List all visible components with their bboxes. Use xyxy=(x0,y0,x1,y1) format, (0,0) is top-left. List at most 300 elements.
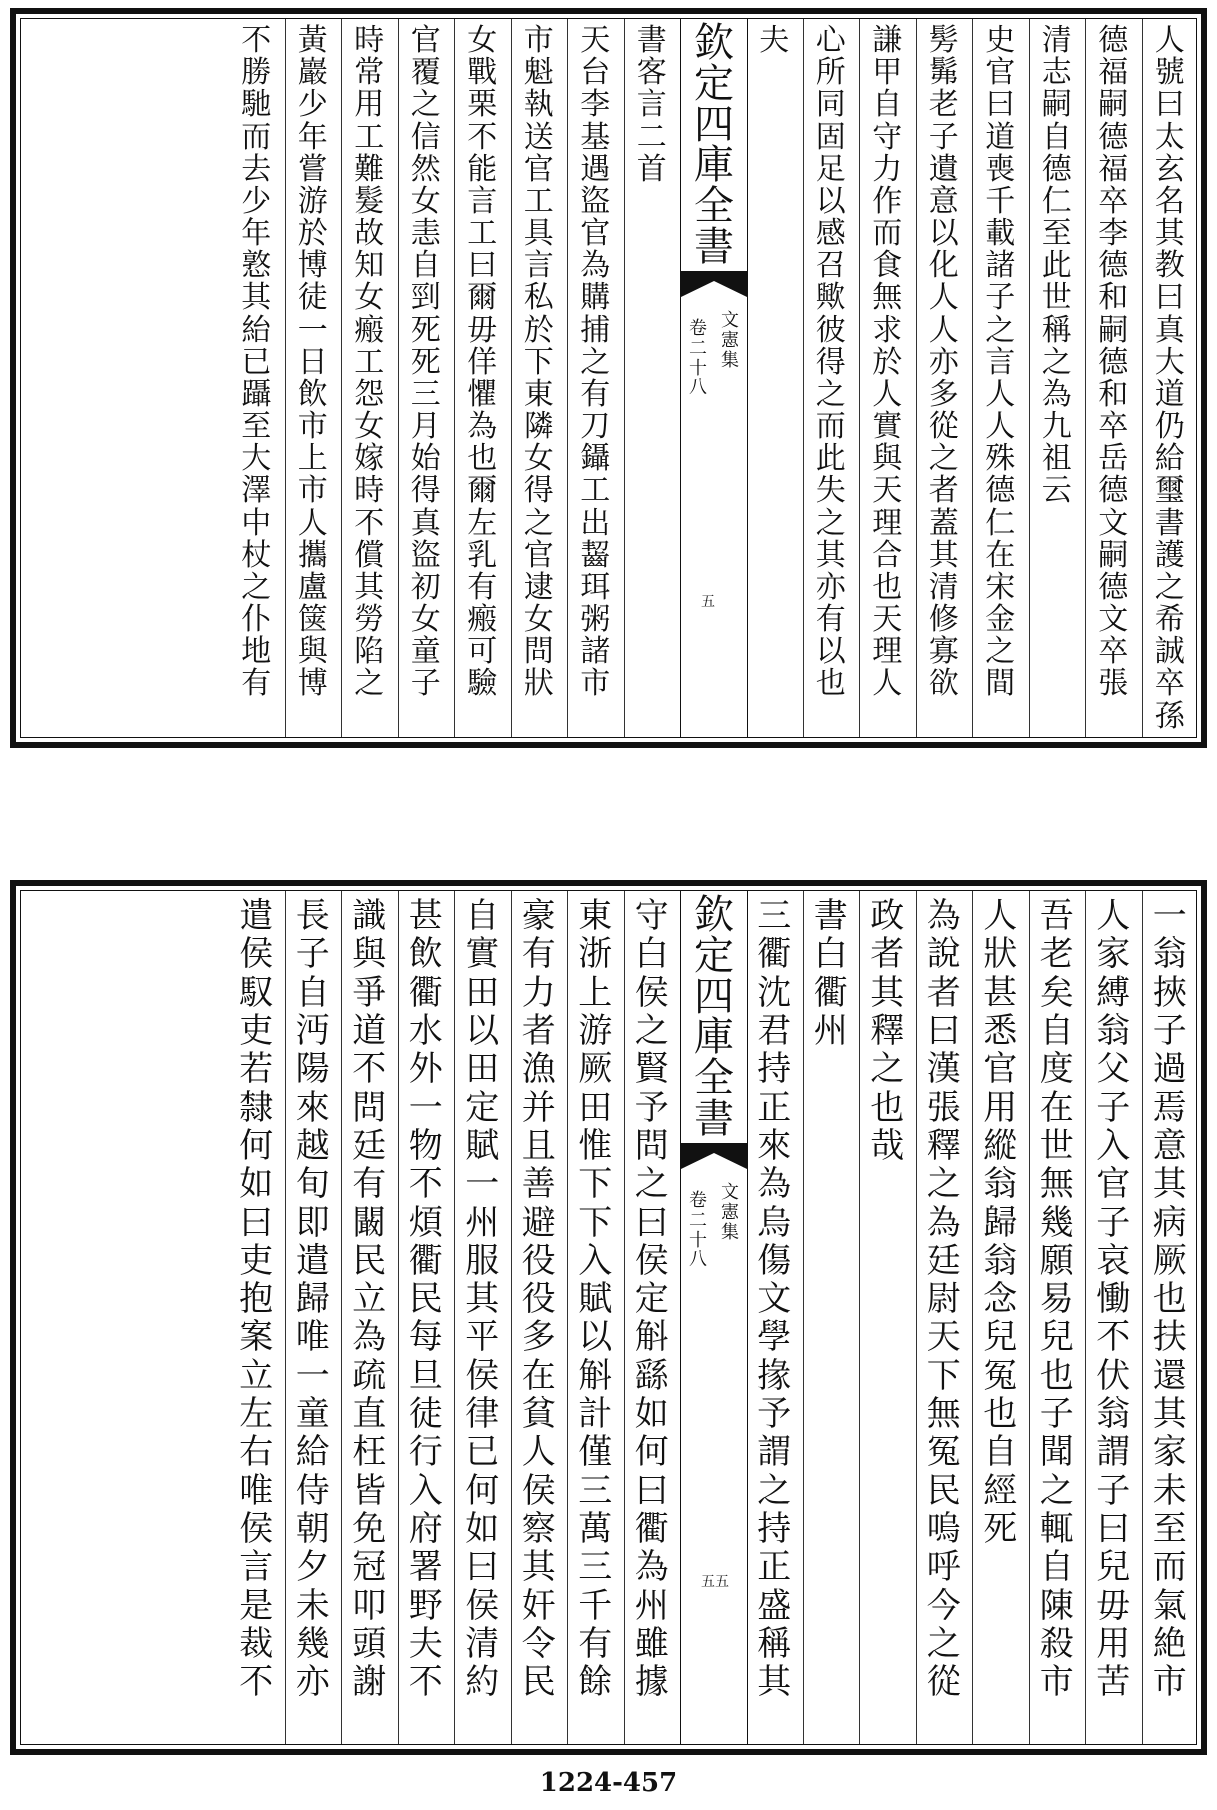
character: 謂 xyxy=(757,1432,792,1473)
character: 殺 xyxy=(1039,1623,1074,1664)
character: 官 xyxy=(1096,1164,1131,1205)
character: 仆 xyxy=(241,602,272,638)
character: 曰 xyxy=(467,248,498,284)
text-column xyxy=(746,25,803,731)
character: 多 xyxy=(928,376,959,412)
character: 裁 xyxy=(239,1623,274,1664)
character: 言 xyxy=(985,344,1016,380)
character: 左 xyxy=(239,1394,274,1435)
character: 廷 xyxy=(926,1240,961,1281)
character: 馳 xyxy=(241,87,272,123)
character: 何 xyxy=(634,1432,669,1473)
title-char: 定 xyxy=(694,932,734,979)
character: 魁 xyxy=(523,55,554,91)
character: 是 xyxy=(239,1585,274,1626)
character: 少 xyxy=(297,87,328,123)
text-column xyxy=(972,897,1029,1738)
character: 無 xyxy=(926,1394,961,1435)
character: 難 xyxy=(354,151,385,187)
character: 父 xyxy=(1096,1049,1131,1090)
title-char: 書 xyxy=(694,223,734,270)
character: 地 xyxy=(241,634,272,670)
character: 扶 xyxy=(1152,1317,1187,1358)
column-rule xyxy=(916,891,917,1744)
character: 曰 xyxy=(1096,1509,1131,1549)
text-column xyxy=(341,25,398,731)
character: 瘢 xyxy=(354,312,385,348)
character: 餘 xyxy=(578,1662,613,1703)
character: 民 xyxy=(926,1470,961,1511)
character: 翁 xyxy=(1096,1394,1131,1435)
column-rule xyxy=(624,19,625,737)
character: 者 xyxy=(870,934,905,975)
character: 髣 xyxy=(928,23,959,58)
character: 以 xyxy=(578,1317,613,1358)
character: 念 xyxy=(983,1279,1018,1320)
character: 台 xyxy=(580,55,611,91)
character: 水 xyxy=(408,1010,443,1051)
character: 璽 xyxy=(1154,473,1185,509)
column-rule xyxy=(916,19,917,737)
character: 馭 xyxy=(239,972,274,1013)
character: 問 xyxy=(352,1087,387,1128)
character: 天 xyxy=(580,23,611,58)
character: 戰 xyxy=(467,55,498,91)
character: 得 xyxy=(410,473,441,509)
column-rule xyxy=(398,19,399,737)
character: 其 xyxy=(354,569,385,605)
character: 縱 xyxy=(983,1125,1018,1166)
character: 云 xyxy=(1041,473,1072,509)
character: 遣 xyxy=(295,1240,330,1281)
character: 和 xyxy=(1098,280,1129,316)
character: 也 xyxy=(1039,1355,1074,1396)
character: 不 xyxy=(239,1662,274,1703)
character: 諸 xyxy=(580,634,611,670)
character: 童 xyxy=(410,634,441,670)
character: 田 xyxy=(578,1087,613,1128)
character: 道 xyxy=(352,1010,387,1051)
character: 信 xyxy=(410,119,441,155)
character: 令 xyxy=(521,1623,556,1664)
text-column xyxy=(228,25,285,731)
character: 家 xyxy=(1096,934,1131,975)
character: 私 xyxy=(523,280,554,316)
title-char: 全 xyxy=(694,1055,734,1102)
character: 曰 xyxy=(634,1202,669,1243)
character: 侯 xyxy=(634,1240,669,1281)
character: 千 xyxy=(985,183,1016,219)
character: 侯 xyxy=(239,1509,274,1549)
character: 史 xyxy=(985,23,1016,58)
character: 來 xyxy=(757,1125,792,1166)
character: 奸 xyxy=(521,1585,556,1626)
character: 如 xyxy=(465,1509,500,1549)
character: 問 xyxy=(523,634,554,670)
column-rule xyxy=(454,891,455,1744)
character: 嗣 xyxy=(1041,87,1072,123)
character: 民 xyxy=(408,1279,443,1320)
character: 府 xyxy=(408,1509,443,1549)
character: 大 xyxy=(241,441,272,477)
character: 曰 xyxy=(1154,280,1185,316)
character: 今 xyxy=(926,1585,961,1626)
character: 下 xyxy=(578,1164,613,1205)
character: 其 xyxy=(241,280,272,316)
collection-title xyxy=(683,20,745,270)
character: 不 xyxy=(408,1164,443,1205)
character: 役 xyxy=(521,1240,556,1281)
character: 持 xyxy=(757,1049,792,1090)
character: 釋 xyxy=(870,1010,905,1051)
character: 賢 xyxy=(634,1049,669,1090)
top-page-panel xyxy=(10,8,1207,748)
character: 冤 xyxy=(926,1432,961,1473)
text-column xyxy=(803,25,860,731)
character: 輒 xyxy=(1039,1509,1074,1549)
character: 幾 xyxy=(295,1623,330,1664)
character: 哉 xyxy=(870,1125,905,1166)
character: 之 xyxy=(926,1623,961,1664)
character: 尉 xyxy=(926,1279,961,1320)
character: 德 xyxy=(1098,569,1129,605)
character: 為 xyxy=(634,1547,669,1588)
character: 平 xyxy=(465,1317,500,1358)
title-char: 全 xyxy=(694,183,734,230)
character: 予 xyxy=(634,1087,669,1128)
character: 為 xyxy=(352,1317,387,1358)
character: 杖 xyxy=(241,537,272,573)
character: 盧 xyxy=(297,569,328,605)
column-rule xyxy=(1029,19,1030,737)
character: 為 xyxy=(926,896,961,936)
character: 至 xyxy=(241,409,272,445)
character: 衢 xyxy=(757,934,792,975)
character: 嗣 xyxy=(1098,312,1129,348)
character: 岳 xyxy=(1098,441,1129,477)
character: 幾 xyxy=(1039,1202,1074,1243)
character: 博 xyxy=(297,248,328,284)
character: 女 xyxy=(410,602,441,638)
character: 翁 xyxy=(1152,934,1187,975)
character: 旬 xyxy=(295,1164,330,1205)
character: 未 xyxy=(1152,1470,1187,1511)
character: 德 xyxy=(1041,151,1072,187)
character: 惟 xyxy=(578,1125,613,1166)
character: 時 xyxy=(354,23,385,58)
character: 若 xyxy=(239,1049,274,1090)
text-column xyxy=(398,25,455,731)
volume-label: 卷 二 十 八 xyxy=(689,1190,707,1271)
character: 人 xyxy=(297,505,328,541)
character: 闞 xyxy=(352,1202,387,1243)
character: 自 xyxy=(983,1432,1018,1473)
character: 得 xyxy=(815,344,846,380)
character: 德 xyxy=(1098,344,1129,380)
character: 正 xyxy=(757,1547,792,1588)
character: 從 xyxy=(926,1662,961,1703)
character: 衢 xyxy=(634,1509,669,1549)
character: 自 xyxy=(1041,119,1072,155)
character: 不 xyxy=(354,505,385,541)
character: 鑷 xyxy=(580,441,611,477)
character: 言 xyxy=(636,87,667,123)
character: 爾 xyxy=(467,473,498,509)
character: 剄 xyxy=(410,280,441,316)
character: 抱 xyxy=(239,1279,274,1320)
character: 正 xyxy=(757,1087,792,1128)
character: 學 xyxy=(757,1317,792,1358)
character: 子 xyxy=(1152,1010,1187,1051)
character: 也 xyxy=(467,441,498,477)
character: 力 xyxy=(521,972,556,1013)
character: 工 xyxy=(354,119,385,155)
character: 其 xyxy=(928,537,959,573)
character: 官 xyxy=(580,216,611,252)
character: 攜 xyxy=(297,537,328,573)
character: 家 xyxy=(1152,1432,1187,1473)
character: 役 xyxy=(521,1279,556,1320)
character: 煩 xyxy=(408,1202,443,1243)
character: 官 xyxy=(985,55,1016,91)
character: 曰 xyxy=(239,1202,274,1243)
text-column xyxy=(1142,23,1199,734)
character: 已 xyxy=(465,1432,500,1473)
character: 人 xyxy=(928,280,959,316)
character: 侯 xyxy=(634,972,669,1013)
character: 捕 xyxy=(580,312,611,348)
character: 悉 xyxy=(983,1010,1018,1051)
character: 實 xyxy=(872,409,903,445)
character: 之 xyxy=(815,376,846,412)
character: 賦 xyxy=(465,1125,500,1166)
text-column xyxy=(285,25,342,731)
character: 市 xyxy=(1152,1662,1187,1703)
title-char: 四 xyxy=(694,973,734,1020)
character: 修 xyxy=(928,602,959,638)
character: 已 xyxy=(241,344,272,380)
character: 為 xyxy=(467,409,498,445)
character: 出 xyxy=(580,505,611,541)
character: 之 xyxy=(580,344,611,380)
character: 用 xyxy=(1096,1623,1131,1664)
character: 州 xyxy=(813,1010,848,1051)
character: 署 xyxy=(408,1547,443,1588)
character: 斛 xyxy=(578,1355,613,1396)
character: 嗣 xyxy=(1098,87,1129,123)
character: 喪 xyxy=(985,151,1016,187)
character: 徒 xyxy=(408,1394,443,1435)
character: 李 xyxy=(580,87,611,123)
character: 少 xyxy=(241,183,272,219)
character: 有 xyxy=(578,1623,613,1664)
character: 人 xyxy=(521,1432,556,1473)
page-number-label: 五五 xyxy=(701,1574,729,1590)
column-rule xyxy=(285,891,286,1744)
character: 卒 xyxy=(1098,183,1129,219)
character: 大 xyxy=(1154,344,1185,380)
character: 縛 xyxy=(1096,972,1131,1013)
character: 載 xyxy=(985,216,1016,252)
character: 掾 xyxy=(757,1355,792,1396)
character: 之 xyxy=(757,1470,792,1511)
character: 疏 xyxy=(352,1355,387,1396)
character: 律 xyxy=(465,1394,500,1435)
character: 女 xyxy=(467,23,498,58)
character: 澤 xyxy=(241,473,272,509)
top-page-frame xyxy=(20,18,1197,738)
character: 時 xyxy=(354,473,385,509)
character: 護 xyxy=(1154,537,1185,573)
character: 夫 xyxy=(408,1623,443,1664)
text-column xyxy=(746,897,803,1738)
character: 左 xyxy=(467,505,498,541)
character: 可 xyxy=(467,634,498,670)
character: 其 xyxy=(1152,1394,1187,1435)
character: 度 xyxy=(1039,1049,1074,1090)
character: 此 xyxy=(1041,248,1072,284)
character: 女 xyxy=(523,602,554,638)
character: 一 xyxy=(295,1355,330,1396)
character: 豪 xyxy=(521,896,556,936)
character: 求 xyxy=(872,312,903,348)
character: 州 xyxy=(465,1202,500,1243)
character: 道 xyxy=(1154,376,1185,412)
character: 初 xyxy=(410,569,441,605)
character: 狀 xyxy=(523,666,554,702)
character: 翁 xyxy=(983,1240,1018,1281)
character: 衢 xyxy=(408,1240,443,1281)
character: 女 xyxy=(410,183,441,219)
character: 廷 xyxy=(352,1125,387,1166)
character: 漁 xyxy=(521,1049,556,1090)
character: 也 xyxy=(983,1394,1018,1435)
character: 髴 xyxy=(928,55,959,91)
character: 民 xyxy=(521,1662,556,1703)
character: 人 xyxy=(928,312,959,348)
character: 陽 xyxy=(295,1049,330,1090)
character: 遺 xyxy=(928,151,959,187)
character: 然 xyxy=(410,151,441,187)
character: 官 xyxy=(410,23,441,58)
character: 卒 xyxy=(1098,409,1129,445)
character: 侯 xyxy=(239,934,274,975)
character: 人 xyxy=(872,666,903,702)
column-rule xyxy=(624,891,625,1744)
character: 自 xyxy=(1039,1547,1074,1588)
character: 意 xyxy=(928,183,959,219)
character: 化 xyxy=(928,248,959,284)
character: 三 xyxy=(578,1470,613,1511)
character: 殊 xyxy=(985,441,1016,477)
title-char: 欽 xyxy=(694,892,734,938)
character: 亦 xyxy=(295,1662,330,1703)
character: 爭 xyxy=(352,972,387,1013)
character: 哀 xyxy=(1096,1240,1131,1281)
character: 長 xyxy=(295,896,330,936)
character: 東 xyxy=(578,896,613,936)
column-rule xyxy=(1142,19,1143,737)
bottom-page-panel xyxy=(10,880,1207,1755)
character: 言 xyxy=(467,183,498,219)
text-column xyxy=(511,25,568,731)
character: 吏 xyxy=(239,1240,274,1281)
character: 張 xyxy=(926,1087,961,1128)
character: 毋 xyxy=(1096,1585,1131,1626)
character: 至 xyxy=(1041,216,1072,252)
character: 者 xyxy=(926,972,961,1013)
character: 謙 xyxy=(872,23,903,58)
character: 入 xyxy=(578,1240,613,1281)
text-column xyxy=(454,25,511,731)
text-column xyxy=(341,897,398,1738)
text-column xyxy=(859,897,916,1738)
fishtail-mark-icon xyxy=(681,1143,747,1169)
character: 之 xyxy=(354,666,385,702)
character: 經 xyxy=(983,1470,1018,1511)
character: 還 xyxy=(1152,1355,1187,1396)
character: 之 xyxy=(1039,1470,1074,1511)
character: 越 xyxy=(295,1125,330,1166)
character: 一 xyxy=(465,1164,500,1205)
character: 不 xyxy=(1096,1317,1131,1358)
character: 也 xyxy=(815,666,846,702)
character: 翁 xyxy=(1096,1010,1131,1051)
character: 之 xyxy=(985,634,1016,670)
character: 約 xyxy=(465,1662,500,1703)
character: 至 xyxy=(1152,1509,1187,1549)
character: 德 xyxy=(985,473,1016,509)
character: 田 xyxy=(465,972,500,1013)
character: 驗 xyxy=(467,666,498,702)
character: 諸 xyxy=(985,248,1016,284)
character: 浙 xyxy=(578,934,613,975)
character: 定 xyxy=(465,1087,500,1128)
character: 懼 xyxy=(467,376,498,412)
character: 守 xyxy=(872,119,903,155)
character: 上 xyxy=(578,972,613,1013)
character: 且 xyxy=(521,1125,556,1166)
character: 白 xyxy=(634,934,669,975)
character: 之 xyxy=(985,312,1016,348)
character: 固 xyxy=(815,119,846,155)
column-rule xyxy=(341,891,342,1744)
column-rule xyxy=(398,891,399,1744)
character: 始 xyxy=(410,441,441,477)
character: 其 xyxy=(757,1662,792,1703)
character: 市 xyxy=(523,23,554,58)
character: 甚 xyxy=(408,896,443,936)
character: 行 xyxy=(408,1432,443,1473)
character: 於 xyxy=(297,216,328,252)
character: 而 xyxy=(872,216,903,252)
text-column xyxy=(567,897,624,1738)
character: 稱 xyxy=(757,1623,792,1664)
character: 人 xyxy=(1154,23,1185,58)
character: 死 xyxy=(983,1509,1018,1549)
character: 老 xyxy=(1039,934,1074,975)
character: 也 xyxy=(1152,1279,1187,1320)
character: 覆 xyxy=(410,55,441,91)
character: 無 xyxy=(872,280,903,316)
character: 稱 xyxy=(1041,312,1072,348)
character: 其 xyxy=(521,1547,556,1588)
character: 叩 xyxy=(352,1585,387,1626)
character: 老 xyxy=(928,87,959,123)
character: 挾 xyxy=(1152,972,1187,1013)
book-name-label: 文 憲 集 xyxy=(721,1182,739,1243)
character: 政 xyxy=(870,896,905,936)
